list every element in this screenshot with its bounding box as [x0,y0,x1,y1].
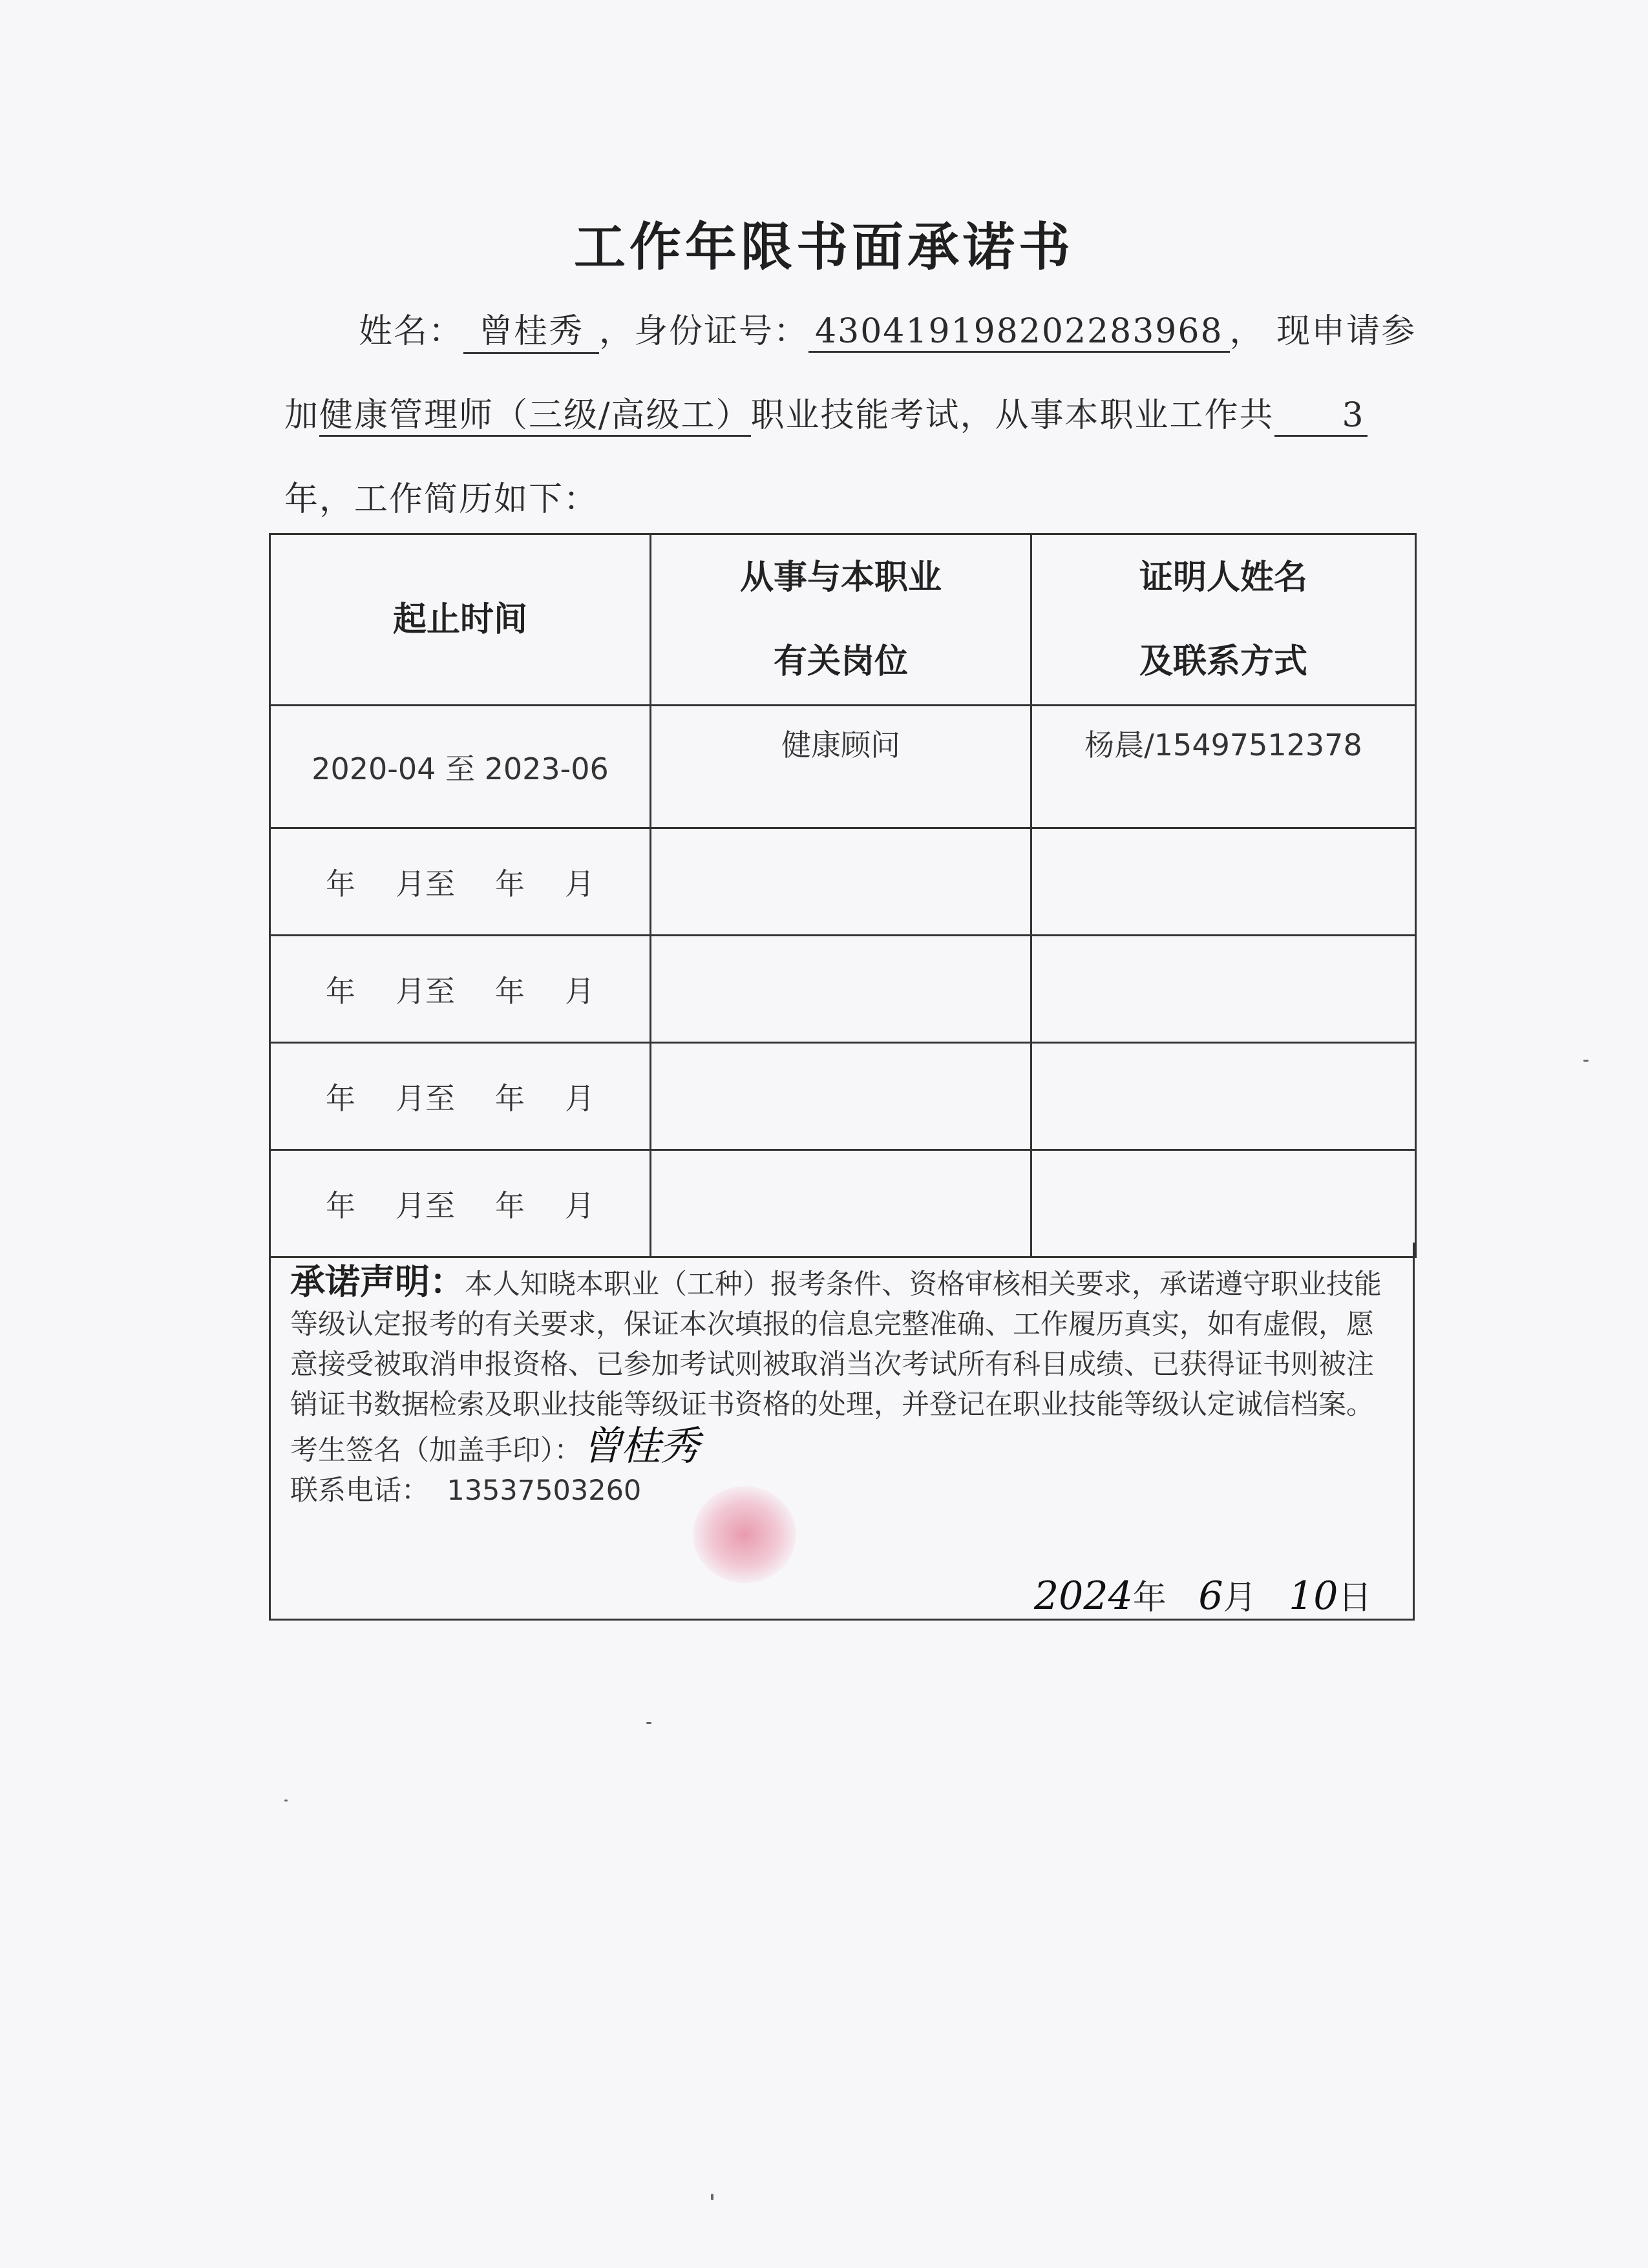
header-position-line1: 从事与本职业 [739,558,942,597]
month-to-label: 月至 [396,866,455,901]
work-history-table [269,533,1417,1258]
month-to-label: 月至 [396,1080,455,1116]
phone-label: 联系电话： [290,1475,429,1507]
blank-period [270,936,651,1043]
date-year-unit: 年 [1132,1579,1167,1617]
table-row-blank [270,1150,1416,1257]
intro-continuation: ， 现申请参 [1229,312,1417,351]
header-position-line2: 有关岗位 [773,642,908,681]
year-end-label: 年 [495,973,525,1009]
date-month-unit: 月 [1223,1579,1257,1617]
handwritten-signature: 曾桂秀 [582,1422,699,1469]
month-to-label: 月至 [396,973,455,1009]
document-title: 工作年限书面承诺书 [574,217,1074,277]
blank-position [651,1150,1031,1257]
blank-period [270,1150,651,1257]
month-end-label: 月 [565,1188,595,1223]
blank-period [270,828,651,936]
scan-speck [1583,1060,1589,1062]
intro-line-2 [284,388,1368,437]
blank-witness [1031,1043,1416,1150]
scan-speck [711,2194,713,2200]
header-witness-line1: 证明人姓名 [1139,558,1307,597]
year-start-label: 年 [326,1188,355,1223]
blank-witness [1031,828,1416,936]
apply-middle: 职业技能考试，从事本职业工作共 [750,396,1274,435]
month-end-label: 月 [565,973,595,1009]
table-header-row [270,534,1416,706]
blank-witness [1031,936,1416,1043]
intro-line-3: 年，工作简历如下： [284,480,599,519]
table-row-blank [270,936,1416,1043]
month-to-label: 月至 [396,1188,455,1223]
blank-period [270,1043,651,1150]
declaration-paragraph [290,1262,1395,1425]
year-end-label: 年 [495,1188,525,1223]
declaration-box [269,1243,1415,1621]
row-position: 健康顾问 [651,706,1031,828]
id-label: ，身份证号： [599,312,809,351]
blank-position [651,1043,1031,1150]
occupation-value: 健康管理师（三级/高级工） [319,396,751,437]
year-start-label: 年 [326,1080,355,1116]
row-witness: 杨晨/15497512378 [1031,706,1416,828]
apply-prefix: 加 [284,396,320,435]
header-witness [1031,534,1416,706]
year-end-label: 年 [495,866,525,901]
declaration-text: 本人知晓本职业（工种）报考条件、资格审核相关要求，承诺遵守职业技能等级认定报考的有关要求，保证本次填报的信息完整准确、工作履历真实，如有虚假，愿意接受被取消申报资格、已参加考试则被取消当次考试所有科目成绩、已获得证书则被注销证书数据检索及职业技能等级证书资格的处理，并登记在职业技能等级认定诚信档案。 [290,1268,1382,1421]
declaration-heading: 承诺声明： [290,1261,465,1302]
signing-date [1034,1570,1371,1619]
year-start-label: 年 [326,866,355,901]
blank-position [651,936,1031,1043]
thumbprint-stamp [693,1486,796,1583]
blank-position [651,828,1031,936]
row-period: 2020-04 至 2023-06 [270,706,651,828]
years-value: 3 [1274,396,1368,437]
month-end-label: 月 [565,1080,595,1116]
table-row-blank [270,1043,1416,1150]
name-value: 曾桂秀 [463,304,599,354]
year-start-label: 年 [326,973,355,1009]
header-witness-line2: 及联系方式 [1139,642,1307,681]
name-label: 姓名： [359,312,464,351]
id-number-value: 430419198202283968 [808,312,1230,353]
date-day: 10 [1289,1573,1338,1619]
header-position [651,534,1031,706]
table-row-blank [270,828,1416,936]
phone-line [290,1471,1395,1511]
header-period: 起止时间 [270,534,651,706]
signature-line [290,1422,1395,1471]
date-month: 6 [1198,1573,1223,1619]
blank-witness [1031,1150,1416,1257]
signature-label: 考生签名（加盖手印）： [290,1434,582,1467]
date-day-unit: 日 [1338,1579,1372,1617]
scan-speck [646,1722,651,1724]
phone-value: 13537503260 [447,1475,642,1507]
table-row [270,706,1416,828]
date-year: 2024 [1034,1573,1133,1619]
scan-speck [284,1800,288,1801]
intro-line-1 [359,304,1416,354]
month-end-label: 月 [565,866,595,901]
year-end-label: 年 [495,1080,525,1116]
